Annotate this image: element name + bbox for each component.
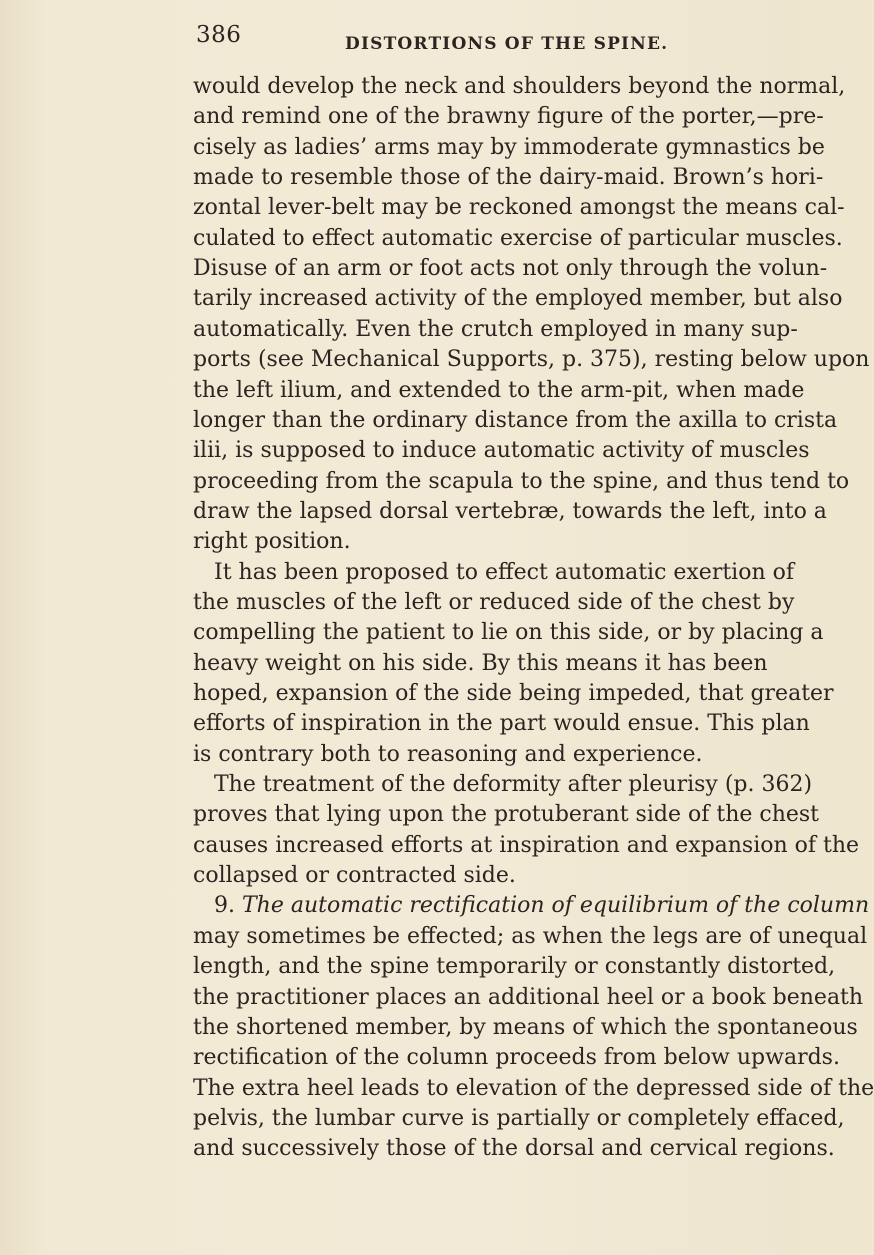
text-line: made to resemble those of the dairy-maid. Brown’s hori- xyxy=(193,165,824,191)
text-line: automatically. Even the crutch employed in many sup- xyxy=(193,316,798,342)
running-head: DISTORTIONS OF THE SPINE. xyxy=(345,34,669,54)
text-line: length, and the spine temporarily or constantly distorted, xyxy=(193,954,836,980)
text-line: tarily increased activity of the employed member, but also xyxy=(193,286,843,312)
text-line: would develop the neck and shoulders beyond the normal, xyxy=(193,74,846,99)
text-line xyxy=(193,891,870,921)
text-line: is contrary both to reasoning and experience. xyxy=(193,741,703,767)
text-line: rectification of the column proceeds from below upwards. xyxy=(193,1045,840,1071)
text-line: The extra heel leads to elevation of the depressed side of the xyxy=(193,1075,874,1101)
text-line: ports (see Mechanical Supports, p. 375), resting below upon xyxy=(193,347,870,373)
text-line: compelling the patient to lie on this side, or by placing a xyxy=(193,620,824,646)
section-number: 9. xyxy=(214,893,242,919)
text-line: hoped, expansion of the side being impeded, that greater xyxy=(193,681,834,706)
text-line: and successively those of the dorsal and cervical regions. xyxy=(193,1136,835,1162)
text-line: Disuse of an arm or foot acts not only through the volun- xyxy=(193,256,828,282)
text-line: zontal lever-belt may be reckoned amongst the means cal- xyxy=(193,195,845,221)
text-line: right position. xyxy=(193,529,351,555)
text-line: the practitioner places an additional heel or a book beneath xyxy=(193,984,864,1010)
text-line: pelvis, the lumbar curve is partially or completely effaced, xyxy=(193,1105,845,1131)
text-line: proves that lying upon the protuberant side of the chest xyxy=(193,802,820,828)
text-line: cisely as ladies’ arms may by immoderate gymnastics be xyxy=(193,134,825,160)
text-line: culated to effect automatic exercise of particular muscles. xyxy=(193,225,843,251)
page-number: 386 xyxy=(196,22,242,48)
text-line: efforts of inspiration in the part would ensue. This plan xyxy=(193,711,810,737)
text-line: ilii, is supposed to induce automatic activity of muscles xyxy=(193,438,810,464)
text-line: The treatment of the deformity after pleurisy (p. 362) xyxy=(214,772,813,798)
text-line: causes increased efforts at inspiration and expansion of the xyxy=(193,832,860,858)
text-line: the shortened member, by means of which the spontaneous xyxy=(193,1014,858,1040)
text-line: the left ilium, and extended to the arm-pit, when made xyxy=(193,377,805,403)
text-line: proceeding from the scapula to the spine, and thus tend to xyxy=(193,468,850,494)
text-line: collapsed or contracted side. xyxy=(193,863,516,889)
text-line: draw the lapsed dorsal vertebræ, towards the left, into a xyxy=(193,498,827,524)
text-line: the muscles of the left or reduced side of the chest by xyxy=(193,589,795,615)
text-line: may sometimes be effected; as when the legs are of unequal xyxy=(193,923,868,949)
text-line: It has been proposed to effect automatic exertion of xyxy=(214,559,795,585)
section-heading-italic: The automatic rectification of equilibrium of the column xyxy=(241,893,870,919)
text-line: heavy weight on his side. By this means it has been xyxy=(193,650,768,676)
text-line: longer than the ordinary distance from the axilla to crista xyxy=(193,407,838,433)
text-line: and remind one of the brawny figure of the porter,—pre- xyxy=(193,104,824,130)
